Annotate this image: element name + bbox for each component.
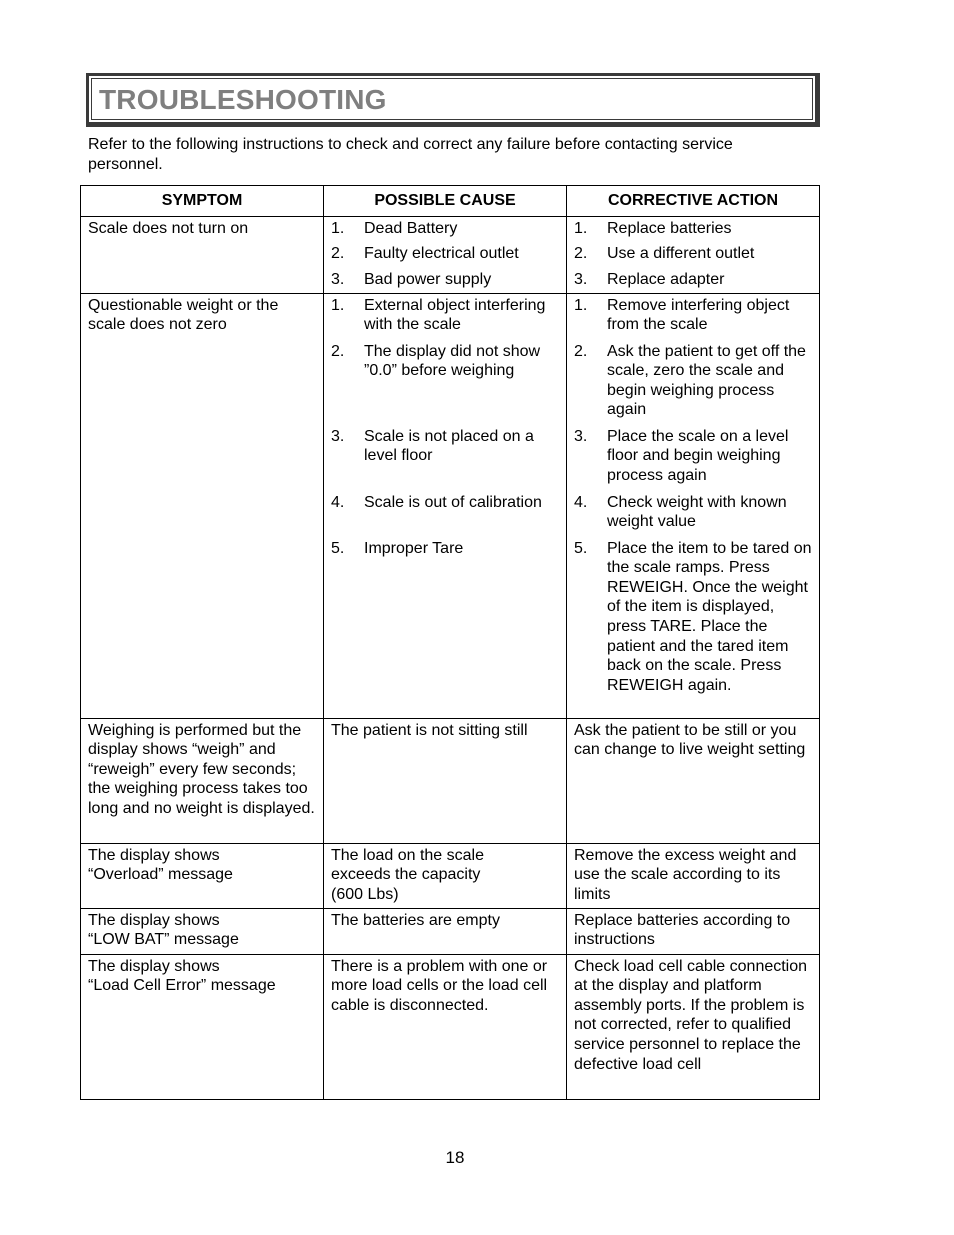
- table-row: [81, 954, 820, 1099]
- symptom-message: “Overload” message: [88, 866, 233, 884]
- capacity-value: (600 Lbs): [331, 885, 399, 903]
- list-item: 2. Ask the patient to get off the scale, zero the scale and begin weighing process again: [574, 342, 806, 419]
- action-cell: [567, 216, 820, 293]
- list-item: 4. Check weight with known weight value: [574, 493, 787, 531]
- list-item: 5. Place the item to be tared on the scale ramps. Press REWEIGH. Once the weight of the item is displayed, press TARE. Place the patient and the tared item back on the scale. Press REWEIGH again.: [574, 539, 812, 694]
- troubleshooting-table: [80, 185, 820, 1100]
- action-cell: Check load cell cable connection at the display and platform assembly ports. If the problem is not corrected, refer to qualified service personnel to replace the defective load cell: [567, 954, 820, 1099]
- header-possible-cause: POSSIBLE CAUSE: [324, 186, 567, 217]
- cause-cell: [324, 293, 567, 718]
- table-header-row: [81, 186, 820, 217]
- intro-paragraph: Refer to the following instructions to check and correct any failure before contacting service personnel.: [88, 136, 733, 173]
- cause-list: [331, 219, 560, 290]
- page-number: 18: [445, 1148, 465, 1167]
- list-item: 1. External object interfering with the scale: [331, 296, 546, 334]
- cause-cell: The batteries are empty: [324, 908, 567, 954]
- symptom-line: The display shows: [88, 957, 220, 975]
- list-item: 3. Place the scale on a level floor and begin weighing process again: [574, 427, 789, 484]
- symptom-cell: [81, 954, 324, 1099]
- list-item: 3. Replace adapter: [574, 270, 725, 288]
- list-item: 2. Use a different outlet: [574, 245, 755, 263]
- list-item: 2. The display did not show ”0.0” before weighing: [331, 342, 541, 380]
- list-item: 1. Dead Battery: [331, 219, 458, 237]
- list-item: 5. Improper Tare: [331, 539, 464, 557]
- section-title: TROUBLESHOOTING: [99, 84, 387, 115]
- list-item: 1. Remove interfering object from the scale: [574, 296, 790, 334]
- symptom-cell: Scale does not turn on: [81, 216, 324, 293]
- table-row: [81, 843, 820, 908]
- action-list: [574, 296, 813, 696]
- symptom-cell: Weighing is performed but the display shows “weigh” and “reweigh” every few seconds; the weighing process takes too long and no weight is displayed.: [81, 718, 324, 843]
- section-title-box: [86, 73, 820, 127]
- cause-cell: The patient is not sitting still: [324, 718, 567, 843]
- cause-list: [331, 296, 560, 559]
- symptom-message: “LOW BAT” message: [88, 931, 239, 949]
- action-cell: Replace batteries according to instructions: [567, 908, 820, 954]
- cause-cell: There is a problem with one or more load cells or the load cell cable is disconnected.: [324, 954, 567, 1099]
- symptom-message: “Load Cell Error” message: [88, 977, 276, 995]
- cause-cell: [324, 843, 567, 908]
- symptom-cell: [81, 843, 324, 908]
- action-list: [574, 219, 813, 290]
- list-item: 1. Replace batteries: [574, 219, 732, 237]
- action-cell: Remove the excess weight and use the scale according to its limits: [567, 843, 820, 908]
- table-row: [81, 718, 820, 843]
- table-row: [81, 908, 820, 954]
- list-item: 4. Scale is out of calibration: [331, 493, 542, 511]
- symptom-line: The display shows: [88, 911, 220, 929]
- symptom-cell: [81, 908, 324, 954]
- cause-text: The load on the scale exceeds the capacity: [331, 846, 484, 884]
- symptom-cell: Questionable weight or the scale does not zero: [81, 293, 324, 718]
- action-cell: Ask the patient to be still or you can change to live weight setting: [567, 718, 820, 843]
- list-item: 3. Scale is not placed on a level floor: [331, 427, 534, 465]
- list-item: 3. Bad power supply: [331, 270, 492, 288]
- symptom-line: The display shows: [88, 846, 220, 864]
- header-symptom: SYMPTOM: [81, 186, 324, 217]
- action-cell: [567, 293, 820, 718]
- list-item: 2. Faulty electrical outlet: [331, 245, 519, 263]
- table-row: [81, 293, 820, 718]
- header-corrective-action: CORRECTIVE ACTION: [567, 186, 820, 217]
- cause-cell: [324, 216, 567, 293]
- table-row: [81, 216, 820, 293]
